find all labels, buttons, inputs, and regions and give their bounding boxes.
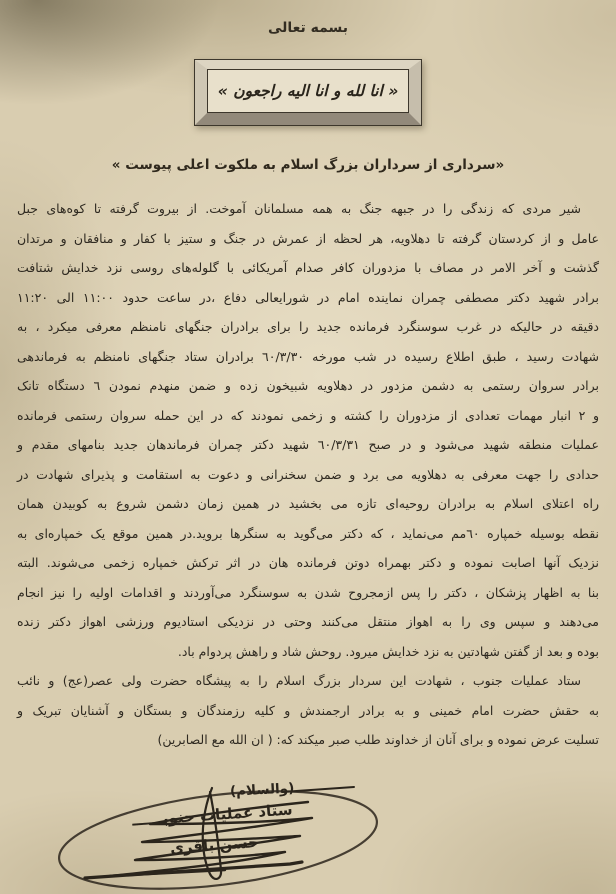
body-line: عملیات منطقه شهید می‌شود و در صبح ٦٠/٣/٣١ شهید دکتر چمران فرماندهان جدید بنامهای مقدم و: [17, 437, 599, 452]
inna-lillah-plaque: [194, 59, 422, 126]
body-line: تسلیت عرض نموده و برای آنان از خداوند طلب صبر میکند که: ( ان الله مع الصابرین): [157, 732, 599, 747]
signature-name: حسن باقری: [169, 832, 260, 858]
bismillah-header: بسمه تعالی: [267, 20, 349, 36]
body-line: نقطه بوسیله خمپاره ٦٠مم می‌نماید ، که دکتر می‌گوید به سنگرها بروید.در همین موقع یک خمپاره‌ای به: [17, 525, 599, 541]
body-line: بوده و بعد از گفتن شهادتین به نزد خدایش میرود. روحش شاد و راهش پردوام باد.: [177, 643, 599, 659]
body-line: عامل و از کردستان گرفته تا دهلاویه، هر لحظه از عمرش در جنگ و ستیز با کفار و منافقان و مرتدان: [17, 230, 599, 246]
body-line: دقیقه در حالیکه در غرب سوسنگرد فرمانده جدید را برای برادران جنگهای نامنظم معرفی میکرد ، به: [17, 319, 599, 334]
body-line: نزدیک آنها اصابت نموده و دکتر بهمراه دوتن فرمانده هان در اثر ترکش خمپاره زخمی می‌شوند. البته: [17, 555, 599, 570]
body-line: راه اعتلای اسلام به برادران روحیه‌ای تازه می بخشید در همین زمان دشمن شروع به کوبیدن همان: [17, 496, 599, 511]
body-line: برادر شهید دکتر مصطفی چمران نماینده امام در شورایعالی دفاع ،در ساعت حدود ١١:٠٠ الی ١١:٢٠: [17, 289, 599, 305]
body-line: به حقش حضرت امام خمینی و به برادر ارجمندش و کلیه رزمندگان و بستگان و آشنایان تبریک و: [17, 702, 599, 718]
body-line: شهادت رسید ، طبق اطلاع رسیده در شب مورخه ٦٠/٣/٣٠ برادران ستاد جنگهای نامنظم به فرماندهی: [17, 348, 599, 364]
body-line: برادر سروان رستمی به دشمن مزدور در دهلاویه شبیخون زده و ضمن منهدم نمودن ٦ دستگاه تانک: [17, 378, 599, 393]
body-line: ستاد عملیات جنوب ، شهادت این سردار بزرگ اسلام را به پیشگاه حضرت ولی عصر(عج) و نائب: [17, 673, 581, 688]
body-line: می‌دهند و سپس وی را به اهواز منتقل می‌کنند وحتی در نزدیکی استادیوم ورزشی اهواز دکتر زنده: [17, 614, 599, 629]
plaque-panel: [207, 69, 409, 113]
body-line: شیر مردی که زندگی را در جبهه جنگ به همه مسلمانان آموخت. از بیروت گرفته تا کوه‌های جبل: [17, 201, 581, 216]
body-line: و ٢ انبار مهمات تعدادی از مزدوران را کشته و زخمی نمودند که در این حمله سروان رستمی فرمانده: [17, 407, 599, 423]
plaque-bevel: [195, 60, 421, 125]
signature-block: [50, 778, 390, 893]
signature-organization: ستاد عملیات جنوبــــــ: [131, 800, 294, 830]
body-line: بنا به اظهار پزشکان ، دکتر را پس ازمجروح شدن به سوسنگرد می‌آوردند و اقدامات اولیه را نیز انجام: [17, 584, 599, 600]
announcement-title: «سرداری از سرداران بزرگ اسلام به ملکوت اعلی پیوست »: [111, 157, 505, 173]
body-text: [17, 194, 599, 755]
body-line: حدادی را جهت معرفی به دهلاویه می برد و ضمن سخنرانی و دعوت به استقامت و پذیرای شهادت در: [17, 466, 599, 482]
inna-lillah-text: « انا لله و انا الیه راجعون »: [217, 82, 399, 100]
body-line: گذشت و آخر الامر در مصاف با مزدوران کافر صدام آمریکائی با گلوله‌های روسی نزد خدایش شتافت: [17, 260, 599, 275]
valediction-text: (والسلام): [229, 780, 295, 800]
